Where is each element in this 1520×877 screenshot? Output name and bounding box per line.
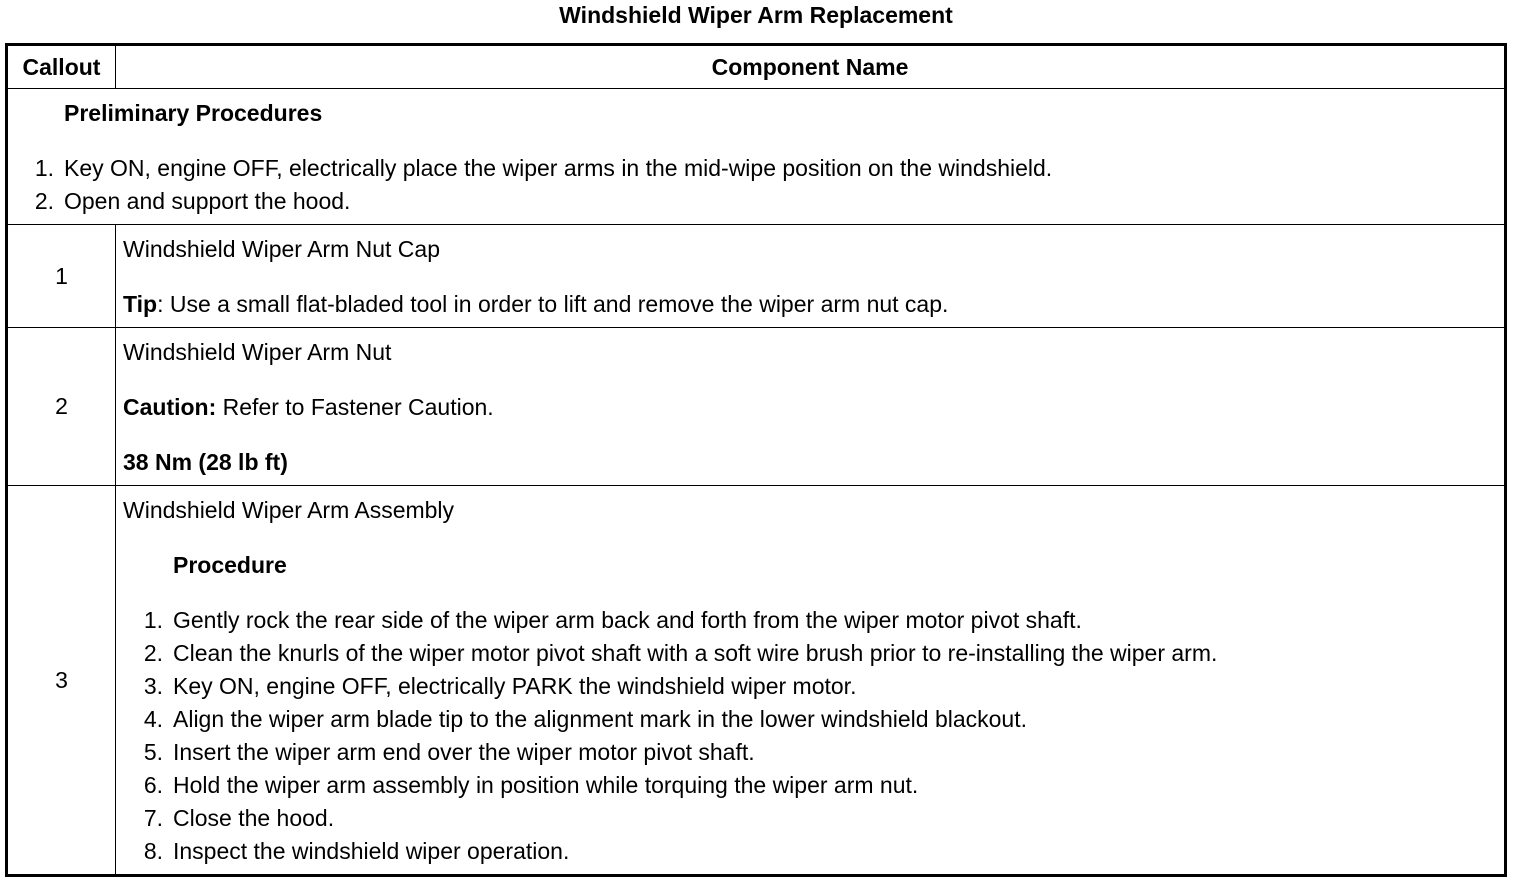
list-item bbox=[137, 736, 1498, 769]
step-text: Key ON, engine OFF, electrically place the wiper arms in the mid-wipe position on the windshield. bbox=[64, 155, 1053, 181]
step-text: Close the hood. bbox=[173, 805, 335, 831]
table-header-row bbox=[7, 45, 1506, 89]
callout-number: 1 bbox=[7, 225, 116, 328]
step-text: Clean the knurls of the wiper motor pivot shaft with a soft wire brush prior to re-installing the wiper arm. bbox=[173, 640, 1218, 666]
torque-spec: 38 Nm (28 lb ft) bbox=[123, 449, 288, 475]
tip-text: : Use a small flat-bladed tool in order to lift and remove the wiper arm nut cap. bbox=[157, 291, 949, 317]
procedure-steps bbox=[123, 604, 1498, 868]
table-row bbox=[7, 225, 1506, 328]
component-cell bbox=[116, 328, 1506, 486]
step-number: 6. bbox=[143, 772, 163, 798]
list-item bbox=[28, 185, 1498, 218]
caution-note bbox=[123, 391, 1498, 424]
procedure-title: Procedure bbox=[173, 552, 287, 578]
tip-label: Tip bbox=[123, 291, 158, 317]
step-text: Insert the wiper arm end over the wiper motor pivot shaft. bbox=[173, 739, 755, 765]
step-text: Open and support the hood. bbox=[64, 188, 351, 214]
step-number: 3. bbox=[143, 673, 163, 699]
callout-number: 2 bbox=[7, 328, 116, 486]
list-item bbox=[28, 152, 1498, 185]
step-number: 4. bbox=[143, 706, 163, 732]
step-number: 1. bbox=[34, 155, 54, 181]
preliminary-row bbox=[7, 89, 1506, 225]
document-title: Windshield Wiper Arm Replacement bbox=[559, 2, 953, 28]
component-cell bbox=[116, 486, 1506, 876]
list-item bbox=[137, 703, 1498, 736]
list-item bbox=[137, 604, 1498, 637]
list-item bbox=[137, 670, 1498, 703]
step-text: Align the wiper arm blade tip to the alignment mark in the lower windshield blackout. bbox=[173, 706, 1027, 732]
preliminary-steps bbox=[28, 152, 1498, 218]
table-row bbox=[7, 486, 1506, 876]
step-number: 8. bbox=[143, 838, 163, 864]
step-text: Key ON, engine OFF, electrically PARK the windshield wiper motor. bbox=[173, 673, 857, 699]
step-text: Hold the wiper arm assembly in position while torquing the wiper arm nut. bbox=[173, 772, 919, 798]
step-number: 2. bbox=[143, 640, 163, 666]
step-number: 5. bbox=[143, 739, 163, 765]
preliminary-title: Preliminary Procedures bbox=[64, 100, 323, 126]
table-row bbox=[7, 328, 1506, 486]
component-name: Windshield Wiper Arm Assembly bbox=[123, 497, 455, 523]
callout-number: 3 bbox=[7, 486, 116, 876]
caution-text: Refer to Fastener Caution. bbox=[216, 394, 494, 420]
list-item bbox=[137, 637, 1498, 670]
component-cell bbox=[116, 225, 1506, 328]
list-item bbox=[137, 802, 1498, 835]
step-text: Gently rock the rear side of the wiper arm back and forth from the wiper motor pivot shaft. bbox=[173, 607, 1082, 633]
procedure-table bbox=[5, 43, 1507, 877]
step-number: 7. bbox=[143, 805, 163, 831]
list-item bbox=[137, 835, 1498, 868]
list-item bbox=[137, 769, 1498, 802]
step-number: 2. bbox=[34, 188, 54, 214]
component-name: Windshield Wiper Arm Nut Cap bbox=[123, 236, 440, 262]
component-name: Windshield Wiper Arm Nut bbox=[123, 339, 392, 365]
component-name-header: Component Name bbox=[116, 45, 1506, 89]
step-number: 1. bbox=[143, 607, 163, 633]
tip-note bbox=[123, 288, 1498, 321]
step-text: Inspect the windshield wiper operation. bbox=[173, 838, 570, 864]
preliminary-cell bbox=[7, 89, 1506, 225]
callout-header: Callout bbox=[7, 45, 116, 89]
caution-label: Caution: bbox=[123, 394, 217, 420]
